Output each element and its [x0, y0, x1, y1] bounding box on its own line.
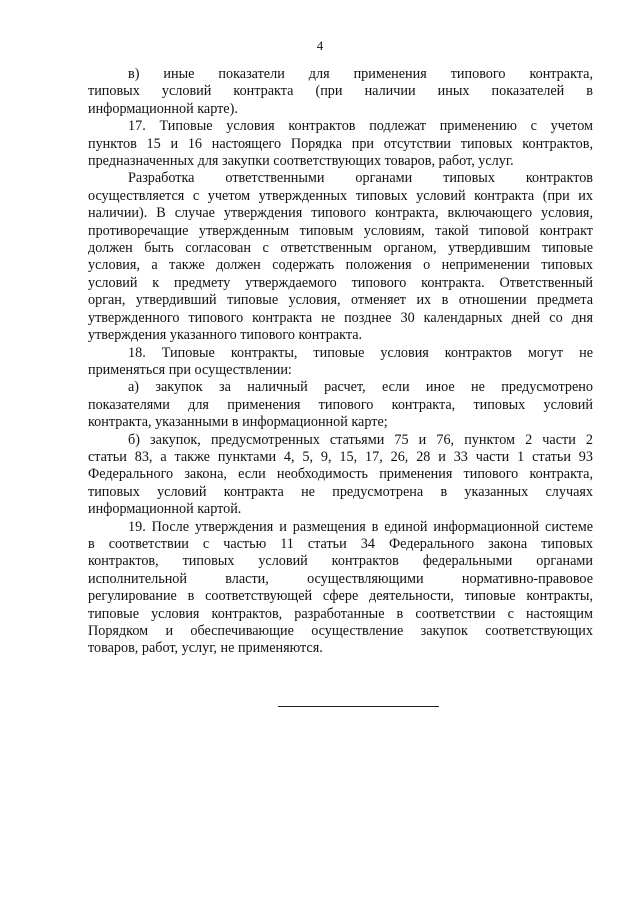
text-line: типовых условий контракта (при наличии иных показателей в	[88, 83, 593, 100]
page-number: 4	[316, 38, 324, 53]
text-line: контракта, указанными в информационной карте;	[88, 414, 388, 431]
text-line: Федерального закона, если необходимость применения типового контракта,	[88, 466, 593, 483]
text-line: статьи 83, а также пунктами 4, 5, 9, 15, 17, 26, 28 и 33 части 1 статьи 93	[88, 448, 593, 465]
text-line: утвержденного типового контракта не позднее 30 календарных дней со дня	[88, 309, 593, 326]
text-line: 19. После утверждения и размещения в единой информационной системе	[128, 518, 593, 535]
text-line: осуществляется с учетом утвержденных типовых условий контракта (при их	[88, 187, 593, 204]
text-line: предназначенных для закупки соответствующих товаров, работ, услуг.	[88, 153, 514, 170]
document-body	[88, 66, 593, 658]
text-line: товаров, работ, услуг, не применяются.	[88, 640, 323, 657]
text-line: исполнительной власти, осуществляющими нормативно-правовое	[88, 570, 593, 587]
text-line: а) закупок за наличный расчет, если иное не предусмотрено	[128, 379, 593, 396]
text-line: показателями для применения типового контракта, типовых условий	[88, 396, 593, 413]
paragraph-item-18-a	[88, 379, 593, 431]
text-line: условий к предмету утверждаемого типового контракта. Ответственный	[88, 274, 593, 291]
text-line: б) закупок, предусмотренных статьями 75 и 76, пунктом 2 части 2	[128, 431, 593, 448]
paragraph-item-17-development	[88, 170, 593, 344]
text-line: в соответствии с частью 11 статьи 34 Федерального закона типовых	[88, 535, 593, 552]
text-line: контрактов, типовых условий контрактов федеральными органами	[88, 553, 593, 570]
text-line: Разработка ответственными органами типовых контрактов	[128, 170, 593, 187]
text-line: информационной картой.	[88, 501, 242, 518]
text-line: применяться при осуществлении:	[88, 361, 292, 378]
text-line: условия, а также должен содержать положения о неприменении типовых	[88, 257, 593, 274]
text-line: наличии). В случае утверждения типового контракта, включающего условия,	[88, 205, 593, 222]
paragraph-item-v	[88, 66, 593, 118]
text-line: должен быть согласован с ответственным органом, утвердившим типовые	[88, 240, 593, 257]
text-line: типовые условия контрактов, разработанные в соответствии с настоящим	[88, 605, 593, 622]
text-line: орган, утвердивший типовые условия, отменяет их в отношении предмета	[88, 292, 593, 309]
text-line: пунктов 15 и 16 настоящего Порядка при отсутствии типовых контрактов,	[88, 135, 593, 152]
text-line: в) иные показатели для применения типового контракта,	[128, 66, 593, 82]
text-line: информационной карте).	[88, 100, 238, 117]
text-line: регулирование в соответствующей сфере деятельности, типовые контракты,	[88, 588, 593, 605]
text-line: 17. Типовые условия контрактов подлежат применению с учетом	[128, 118, 593, 135]
text-line: Порядком и обеспечивающие осуществление закупок соответствующих	[88, 623, 593, 639]
closing-separator-line	[278, 706, 439, 707]
text-line: противоречащие утвержденным типовым условиям, такой типовой контракт	[88, 222, 593, 239]
paragraph-item-17	[88, 118, 593, 170]
text-line: 18. Типовые контракты, типовые условия контрактов могут не	[128, 344, 593, 361]
text-line: утверждения указанного типового контракта.	[88, 327, 363, 344]
text-line: типовых условий контракта не предусмотрена в указанных случаях	[88, 483, 593, 500]
paragraph-item-18-b	[88, 432, 593, 519]
paragraph-item-18	[88, 345, 593, 380]
paragraph-item-19	[88, 519, 593, 658]
